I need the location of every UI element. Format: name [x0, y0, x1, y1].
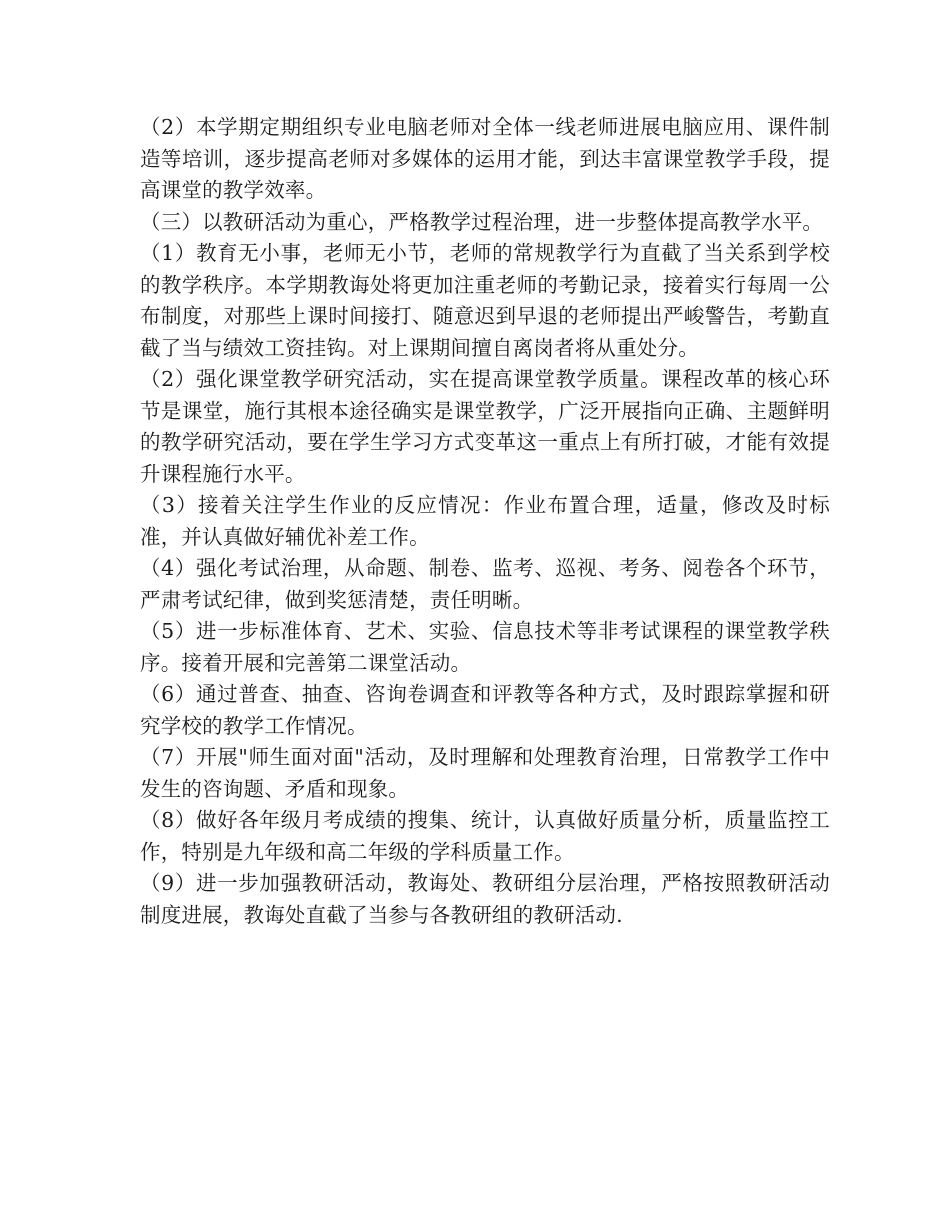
- paragraph-attendance: （1）教育无小事，老师无小节，老师的常规教学行为直截了当关系到学校的教学秩序。本学期教诲处将更加注重老师的考勤记录，接着实行每周一公布制度，对那些上课时间接打、随意迟到早退的老师提出严峻警告，考勤直截了当与绩效工资挂钩。对上课期间擅自离岗者将从重处分。: [140, 241, 830, 360]
- paragraph-face-to-face: （7）开展"师生面对面"活动，及时理解和处理教育治理，日常教学工作中发生的咨询题、矛盾和现象。: [140, 745, 830, 801]
- document-body: [140, 112, 830, 931]
- paragraph-inspection: （6）通过普查、抽查、咨询卷调查和评教等各种方式，及时跟踪掌握和研究学校的教学工作情况。: [140, 682, 830, 738]
- paragraph-exam-management: （4）强化考试治理，从命题、制卷、监考、巡视、考务、阅卷各个环节，严肃考试纪律，做到奖惩清楚，责任明晰。: [140, 556, 830, 612]
- paragraph-monthly-exams: （8）做好各年级月考成绩的搜集、统计，认真做好质量分析，质量监控工作，特别是九年级和高二年级的学科质量工作。: [140, 808, 830, 864]
- paragraph-training: （2）本学期定期组织专业电脑老师对全体一线老师进展电脑应用、课件制造等培训，逐步提高老师对多媒体的运用才能，到达丰富课堂教学手段，提高课堂的教学效率。: [140, 115, 830, 202]
- paragraph-classroom-research: （2）强化课堂教学研究活动，实在提高课堂教学质量。课程改革的核心环节是课堂，施行其根本途径确实是课堂教学，广泛开展指向正确、主题鲜明的教学研究活动，要在学生学习方式变革这一重点上有所打破，才能有效提升课程施行水平。: [140, 367, 830, 486]
- paragraph-research-activities: （9）进一步加强教研活动，教诲处、教研组分层治理，严格按照教研活动制度进展，教诲处直截了当参与各教研组的教研活动.: [140, 871, 830, 927]
- section-heading-teaching-research: （三）以教研活动为重心，严格教学过程治理，进一步整体提高教学水平。: [140, 209, 824, 234]
- paragraph-homework: （3）接着关注学生作业的反应情况：作业布置合理，适量，修改及时标准，并认真做好辅优补差工作。: [140, 493, 830, 549]
- paragraph-non-exam-courses: （5）进一步标准体育、艺术、实验、信息技术等非考试课程的课堂教学秩序。接着开展和完善第二课堂活动。: [140, 619, 830, 675]
